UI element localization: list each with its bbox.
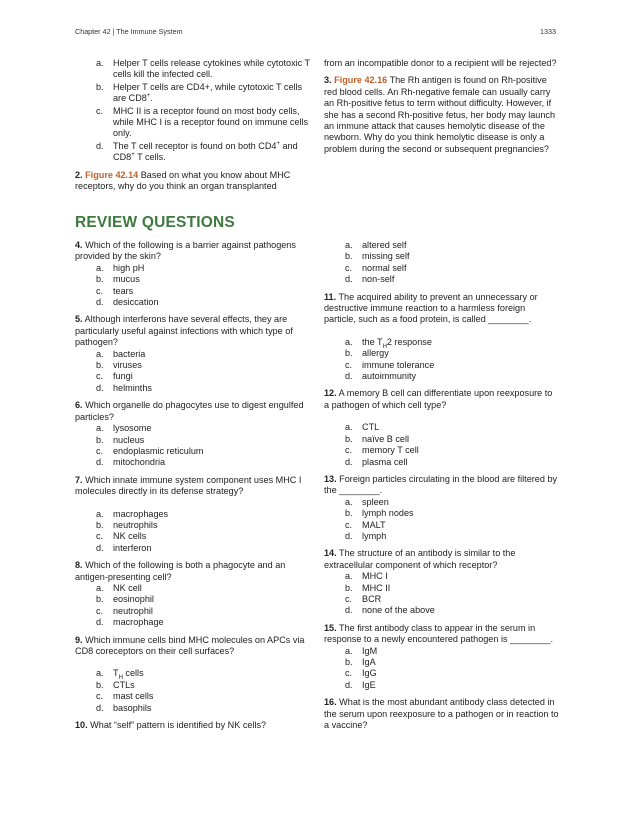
option: b. Helper T cells are CD4+, while cytotoxic T cells are CD8+. bbox=[96, 81, 303, 104]
question-text: 14. The structure of an antibody is similar to the extracellular component of which receptor? bbox=[324, 548, 516, 570]
answer-option: d. IgE bbox=[345, 679, 376, 690]
question-block bbox=[75, 560, 310, 634]
question-block bbox=[324, 292, 559, 389]
option: d. The T cell receptor is found on both CD4+ and CD8+ T cells. bbox=[96, 140, 298, 163]
answer-option: d. desiccation bbox=[96, 297, 159, 308]
review-questions-right bbox=[324, 240, 559, 737]
answer-option: c. normal self bbox=[345, 262, 407, 273]
answer-options bbox=[324, 337, 559, 383]
answer-option: c. tears bbox=[96, 285, 134, 296]
answer-option: a. $T_H$ cells bbox=[96, 668, 144, 682]
question-block bbox=[75, 240, 310, 314]
question-block bbox=[75, 635, 310, 720]
question-2: 2. Figure 42.14 Based on what you know about MHC receptors, why do you think an organ transplanted bbox=[75, 169, 291, 192]
answer-options bbox=[324, 422, 559, 468]
answer-option: c. fungi bbox=[96, 371, 133, 382]
answer-options bbox=[324, 571, 559, 617]
answer-option: b. viruses bbox=[96, 360, 142, 371]
question-block bbox=[75, 475, 310, 560]
question-block bbox=[75, 720, 310, 737]
answer-options bbox=[75, 423, 310, 469]
answer-option: a. CTL bbox=[345, 422, 380, 433]
question-number: 4. bbox=[75, 240, 83, 250]
chapter-header: Chapter 42 | The Immune System bbox=[75, 27, 183, 36]
question-text: 13. Foreign particles circulating in the blood are filtered by the ________. bbox=[324, 473, 558, 496]
top-right-column bbox=[324, 58, 559, 155]
answer-option: b. nucleus bbox=[96, 434, 145, 445]
answer-options bbox=[324, 646, 559, 692]
answer-option: d. autoimmunity bbox=[345, 371, 417, 382]
question-text: 7. Which innate immune system component uses MHC I molecules directly in its defense strategy? bbox=[75, 474, 302, 497]
question-number: 5. bbox=[75, 314, 83, 325]
answer-option: a. high pH bbox=[96, 262, 145, 273]
question-text: 8. Which of the following is both a phagocyte and an antigen-presenting cell? bbox=[75, 560, 286, 582]
question-number: 14. bbox=[324, 548, 337, 559]
answer-option: b. allergy bbox=[345, 348, 389, 359]
answer-option: b. neutrophils bbox=[96, 519, 158, 530]
question-text: 15. The first antibody class to appear in the serum in response to a newly encountered pathogen is ________. bbox=[324, 622, 554, 645]
question-number: 9. bbox=[75, 634, 83, 645]
answer-option: d. plasma cell bbox=[345, 456, 408, 467]
question-text: 12. A memory B cell can differentiate upon reexposure to a pathogen of which cell type? bbox=[324, 388, 553, 410]
answer-option: b. lymph nodes bbox=[345, 508, 414, 519]
answer-option: d. mitochondria bbox=[96, 457, 166, 468]
question-number: 12. bbox=[324, 388, 337, 399]
answer-option: b. CTLs bbox=[96, 679, 135, 690]
answer-options bbox=[75, 583, 310, 629]
question-2-continued: from an incompatible donor to a recipient will be rejected? bbox=[324, 58, 557, 68]
answer-option: b. IgA bbox=[345, 657, 376, 667]
answer-option: c. NK cells bbox=[96, 531, 147, 542]
answer-options bbox=[75, 349, 310, 395]
question-number: 8. bbox=[75, 560, 83, 571]
answer-option: b. missing self bbox=[345, 251, 410, 262]
answer-option: c. endoplasmic reticulum bbox=[96, 445, 204, 456]
answer-option: a. the $T_H2$ response bbox=[345, 336, 432, 350]
question-text: 16. What is the most abundant antibody class detected in the serum upon reexposure to a pathogen or in reaction to a vaccine? bbox=[324, 697, 559, 731]
question-number: 6. bbox=[75, 400, 83, 411]
answer-option: b. mucus bbox=[96, 274, 140, 285]
answer-option: a. MHC I bbox=[345, 571, 388, 582]
figure-link[interactable]: Figure 42.14 bbox=[85, 169, 139, 180]
question-block bbox=[324, 548, 559, 622]
answer-option: c. immune tolerance bbox=[345, 359, 435, 370]
answer-option: a. NK cell bbox=[96, 582, 142, 593]
question-text: 9. Which immune cells bind MHC molecules on APCs via CD8 coreceptors on their cell surfaces? bbox=[75, 634, 305, 656]
answer-option: d. helminths bbox=[96, 382, 152, 393]
answer-options bbox=[75, 509, 310, 555]
question-number: 7. bbox=[75, 474, 83, 485]
answer-option: d. lymph bbox=[345, 530, 387, 541]
question-3: 3. Figure 42.16 The Rh antigen is found on Rh-positive red blood cells. An Rh-negative female can usually carry an Rh-positive fetus to term without difficulty. However, if she has a second Rh-positive fetus, her body may launch an immune attack that causes hemolytic disease of the newborn. Why do you think hemolytic disease is only a problem during the second or subsequent pregnancies? bbox=[324, 75, 556, 154]
answer-option: a. altered self bbox=[345, 240, 407, 250]
page-number: 1333 bbox=[540, 27, 556, 36]
answer-option: c. mast cells bbox=[96, 691, 154, 702]
question-text: 5. Although interferons have several effects, they are particularly useful against infections with which type of pathogen? bbox=[75, 314, 293, 348]
option: a. Helper T cells release cytokines while cytotoxic T cells kill the infected cell. bbox=[96, 58, 310, 80]
question-number: 11. bbox=[324, 291, 337, 302]
answer-option: c. MALT bbox=[345, 519, 386, 530]
answer-option: b. naïve B cell bbox=[345, 433, 410, 444]
question-text: 11. The acquired ability to prevent an unnecessary or destructive immune reaction to a harmless foreign particle, such as a food protein, is called ________. bbox=[324, 291, 538, 325]
question-text: 4. Which of the following is a barrier against pathogens provided by the skin? bbox=[75, 240, 296, 262]
answer-option: c. memory T cell bbox=[345, 445, 419, 456]
top-left-column bbox=[75, 58, 310, 192]
answer-option: a. lysosome bbox=[96, 423, 152, 434]
question-text: 6. Which organelle do phagocytes use to digest engulfed particles? bbox=[75, 400, 304, 422]
answer-option: a. spleen bbox=[345, 496, 389, 507]
answer-option: d. interferon bbox=[96, 542, 152, 553]
q1-options bbox=[75, 58, 310, 164]
answer-options bbox=[75, 263, 310, 309]
review-questions-left bbox=[75, 240, 310, 737]
figure-link[interactable]: Figure 42.16 bbox=[334, 75, 388, 86]
answer-option: d. non-self bbox=[345, 274, 395, 285]
option: c. MHC II is a receptor found on most body cells, while MHC I is a receptor found on immune cells only. bbox=[96, 105, 309, 139]
section-title: REVIEW QUESTIONS bbox=[75, 214, 235, 231]
question-block bbox=[75, 400, 310, 474]
question-number: 16. bbox=[324, 697, 337, 708]
answer-option: c. neutrophil bbox=[96, 605, 153, 616]
answer-options bbox=[324, 497, 559, 543]
question-number: 10. bbox=[75, 720, 88, 731]
question-number: 15. bbox=[324, 622, 337, 633]
question-block bbox=[75, 314, 310, 400]
question-number: 13. bbox=[324, 473, 337, 484]
question-block bbox=[324, 623, 559, 697]
question-text: 10. What “self” pattern is identified by NK cells? bbox=[75, 720, 267, 731]
question-block bbox=[324, 697, 559, 737]
answer-option: a. IgM bbox=[345, 645, 378, 656]
answer-option: d. macrophage bbox=[96, 617, 164, 628]
answer-options bbox=[324, 240, 559, 286]
answer-option: c. IgG bbox=[345, 668, 377, 679]
answer-option: b. eosinophil bbox=[96, 594, 154, 605]
question-block bbox=[324, 240, 559, 292]
answer-option: a. bacteria bbox=[96, 348, 146, 359]
answer-option: c. BCR bbox=[345, 593, 382, 604]
answer-option: d. basophils bbox=[96, 702, 152, 713]
answer-option: b. MHC II bbox=[345, 582, 391, 593]
question-block bbox=[324, 388, 559, 473]
answer-option: d. none of the above bbox=[345, 605, 435, 616]
answer-options bbox=[75, 668, 310, 714]
answer-option: a. macrophages bbox=[96, 508, 169, 519]
question-block bbox=[324, 474, 559, 548]
